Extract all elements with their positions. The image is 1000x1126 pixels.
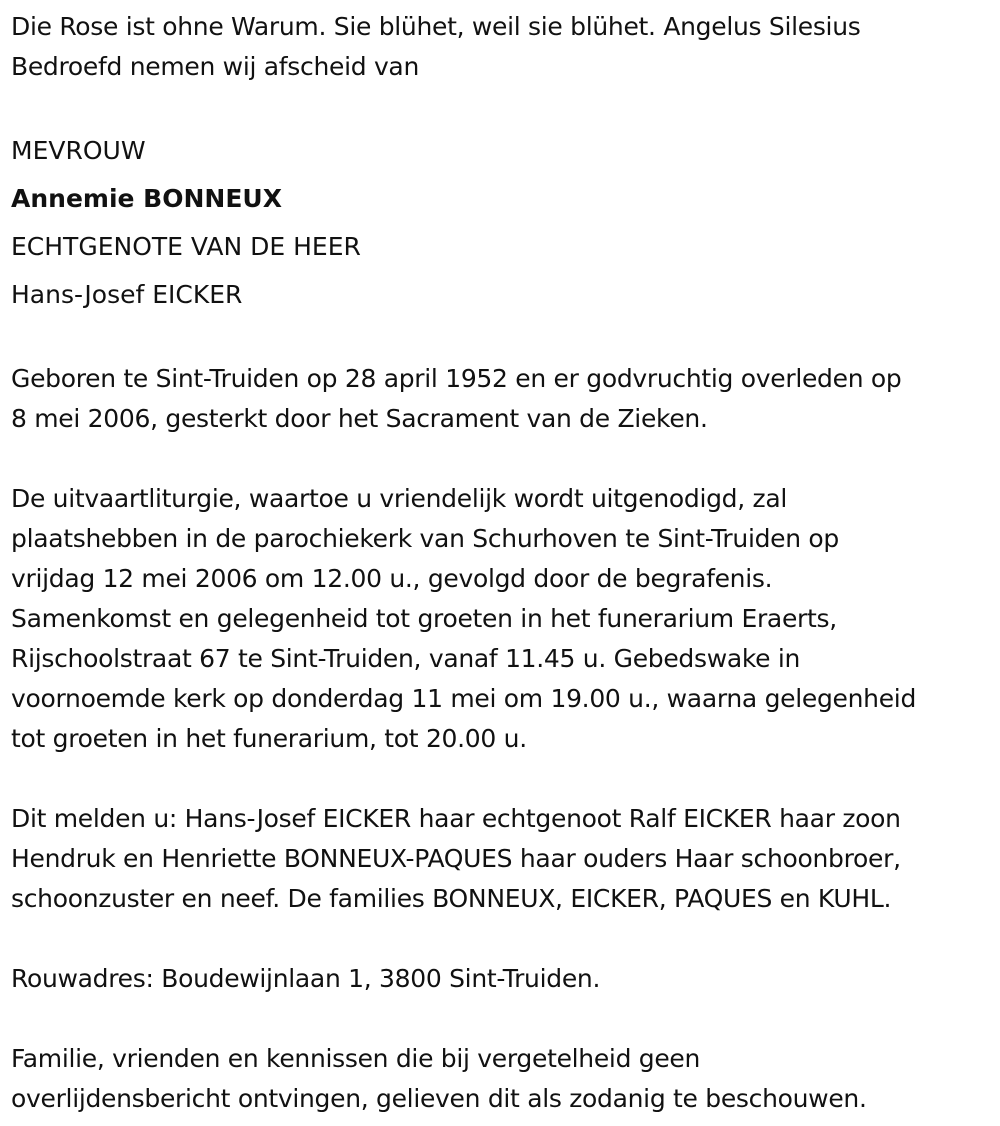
spacer <box>11 999 1000 1039</box>
paragraph-line: tot groeten in het funerarium, tot 20.00 u. <box>11 724 527 753</box>
paragraph-line: Familie, vrienden en kennissen die bij vergetelheid geen <box>11 1044 701 1073</box>
intro-line: Bedroefd nemen wij afscheid van <box>11 52 419 81</box>
deceased-name: Annemie BONNEUX <box>11 184 282 213</box>
paragraph-line: vrijdag 12 mei 2006 om 12.00 u., gevolgd door de begrafenis. <box>11 564 773 593</box>
quote-line: Die Rose ist ohne Warum. Sie blühet, weil sie blühet. Angelus Silesius <box>11 12 861 41</box>
paragraph-line: overlijdensbericht ontvingen, gelieven dit als zodanig te beschouwen. <box>11 1084 867 1113</box>
deceased-title: MEVROUW <box>11 136 146 165</box>
paragraph-line: De uitvaartliturgie, waartoe u vriendelijk wordt uitgenodigd, zal <box>11 484 788 513</box>
paragraph-line: 8 mei 2006, gesterkt door het Sacrament van de Zieken. <box>11 404 708 433</box>
closing-paragraph <box>11 1039 1000 1119</box>
funeral-paragraph <box>11 479 1000 759</box>
paragraph-line: plaatshebben in de parochiekerk van Schurhoven te Sint-Truiden op <box>11 524 839 553</box>
paragraph-line: Hendruk en Henriette BONNEUX-PAQUES haar ouders Haar schoonbroer, <box>11 844 901 873</box>
spacer <box>11 759 1000 799</box>
spacer <box>11 87 1000 127</box>
paragraph-line: Rijschoolstraat 67 te Sint-Truiden, vanaf 11.45 u. Gebedswake in <box>11 644 801 673</box>
paragraph-line: voornoemde kerk op donderdag 11 mei om 19.00 u., waarna gelegenheid <box>11 684 917 713</box>
spacer <box>11 919 1000 959</box>
paragraph-line: Samenkomst en gelegenheid tot groeten in het funerarium Eraerts, <box>11 604 837 633</box>
deceased-spouse: Hans-Josef EICKER <box>11 280 243 309</box>
announcers-paragraph <box>11 799 1000 919</box>
address-line: Rouwadres: Boudewijnlaan 1, 3800 Sint-Truiden. <box>11 964 601 993</box>
paragraph-line: schoonzuster en neef. De families BONNEUX, EICKER, PAQUES en KUHL. <box>11 884 892 913</box>
spacer <box>11 319 1000 359</box>
birth-death-paragraph <box>11 359 1000 439</box>
paragraph-line: Dit melden u: Hans-Josef EICKER haar echtgenoot Ralf EICKER haar zoon <box>11 804 901 833</box>
paragraph-line: Geboren te Sint-Truiden op 28 april 1952 en er godvruchtig overleden op <box>11 364 902 393</box>
spacer <box>11 439 1000 479</box>
deceased-relation: ECHTGENOTE VAN DE HEER <box>11 232 361 261</box>
